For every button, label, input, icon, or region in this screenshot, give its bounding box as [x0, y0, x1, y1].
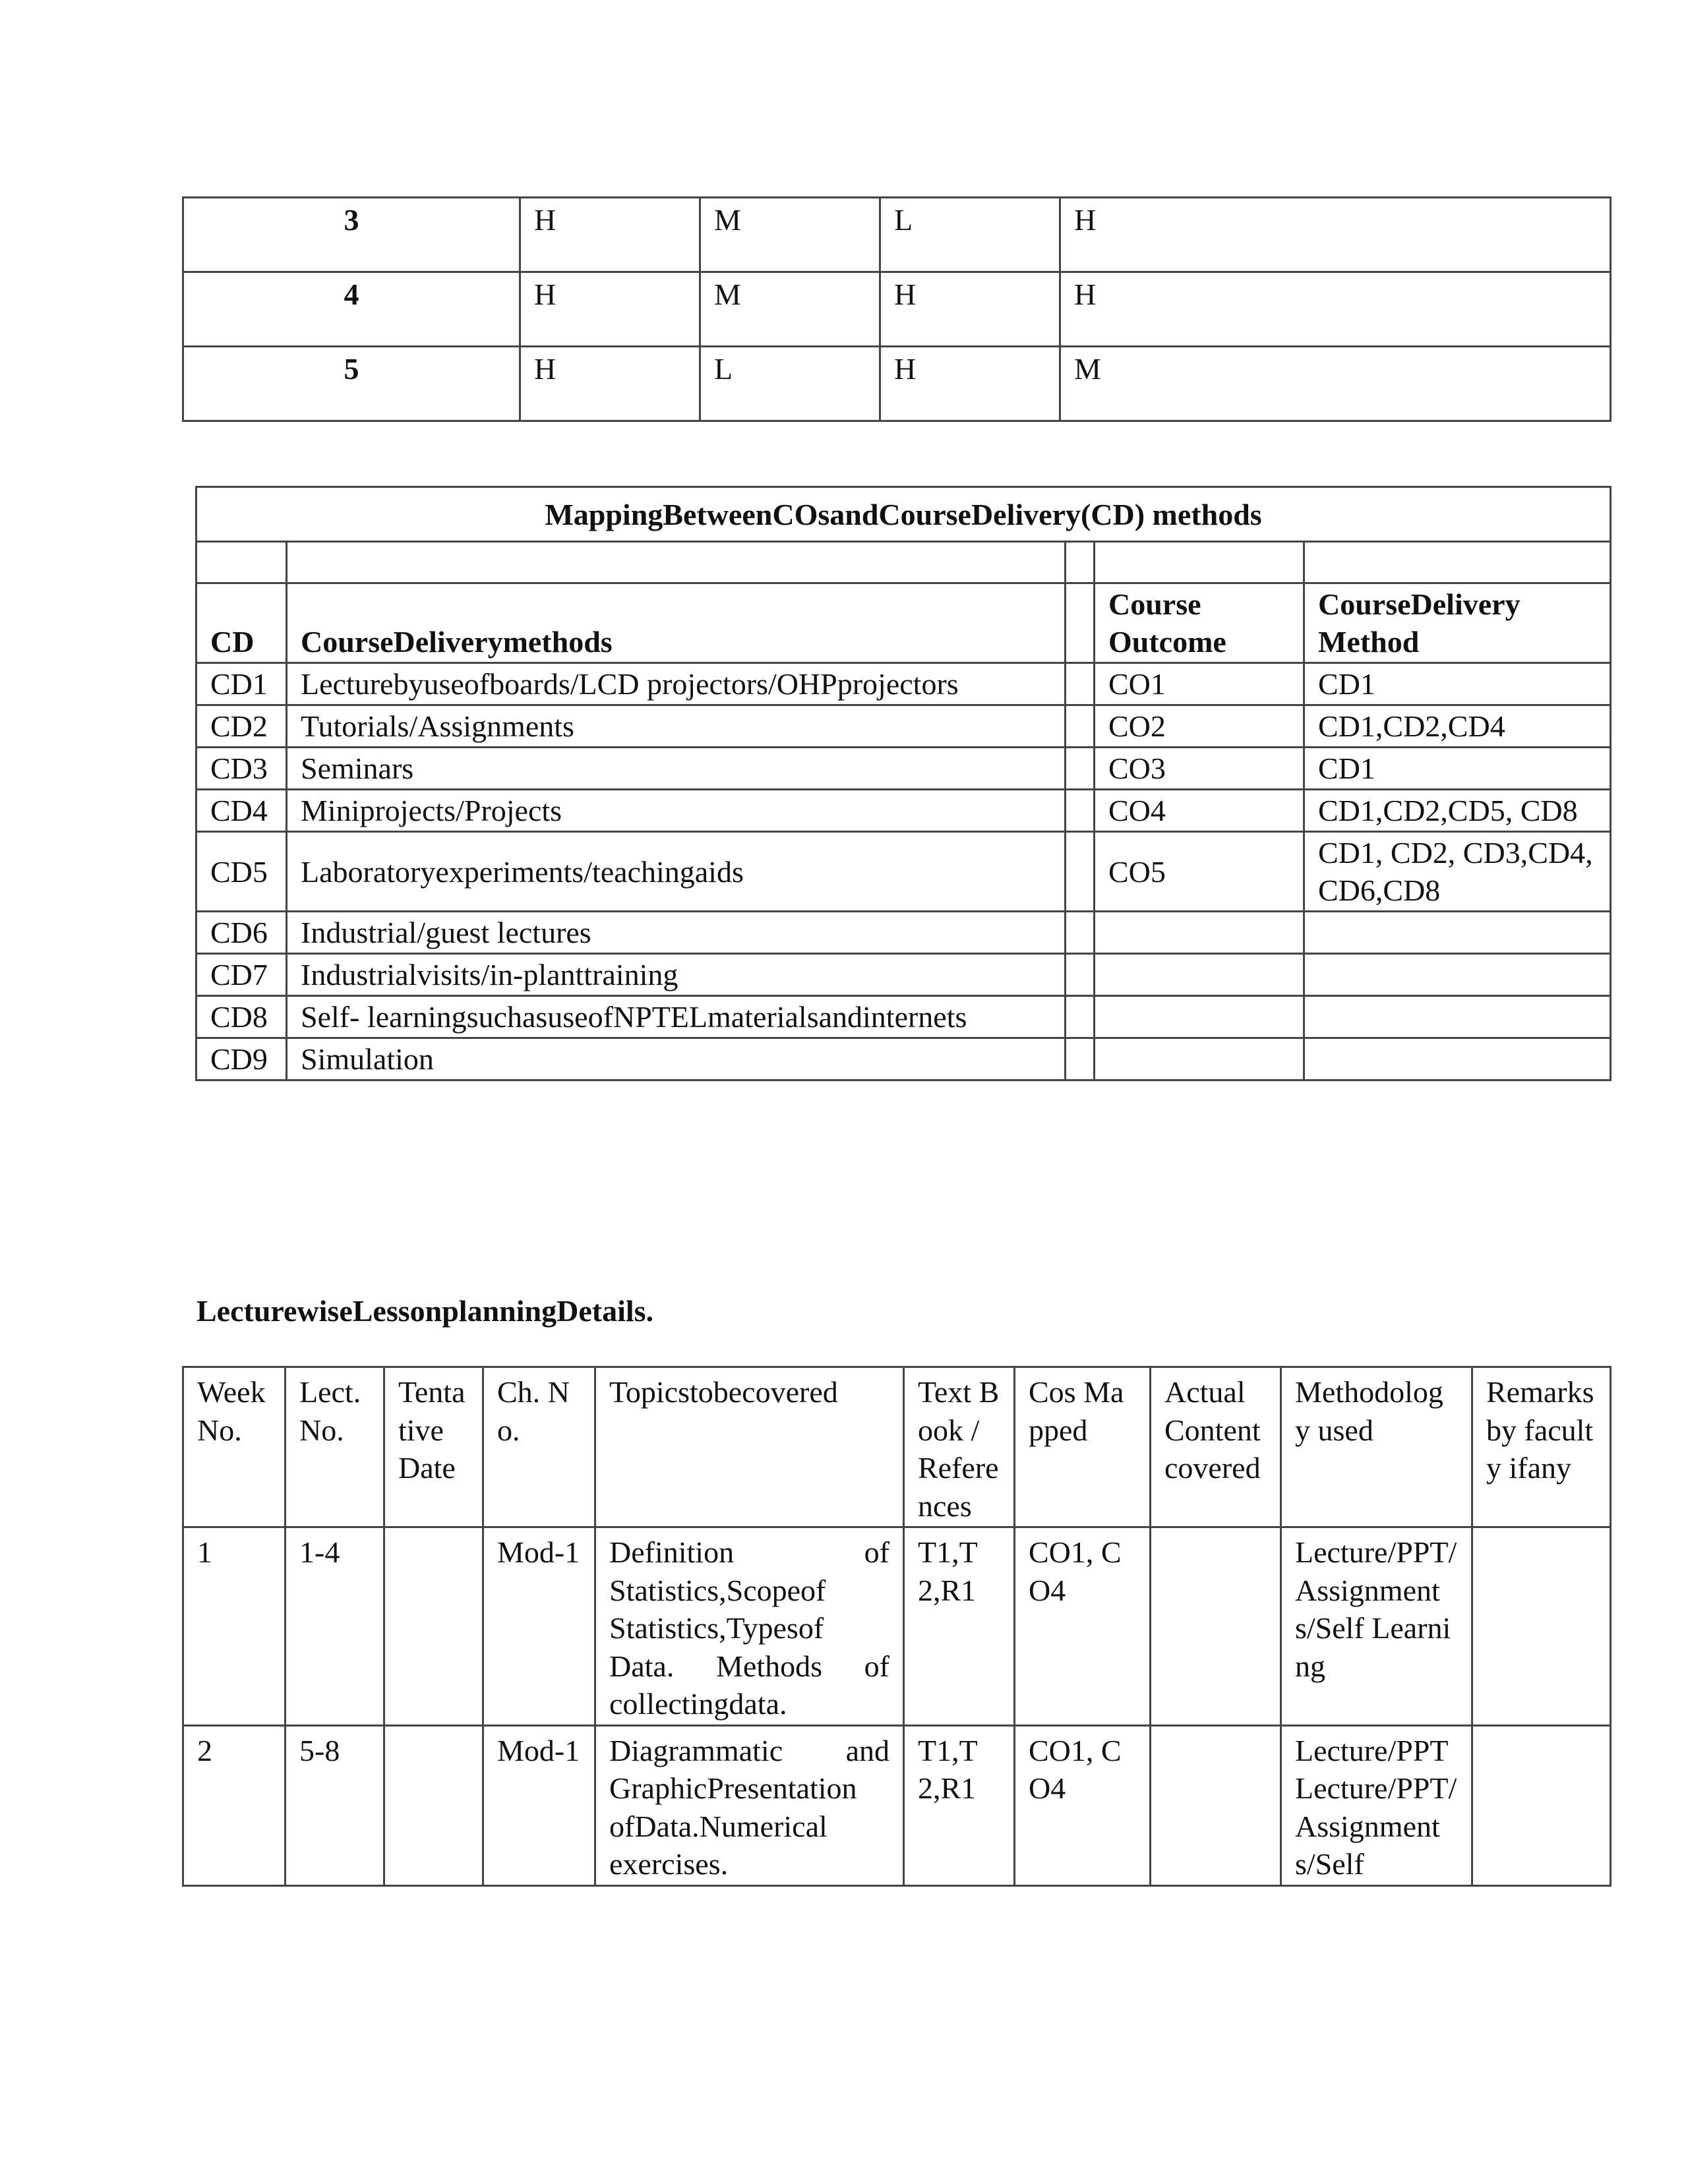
column-header: Methodology used: [1281, 1367, 1472, 1527]
mapping-cell: H: [520, 198, 700, 272]
column-header: CD: [196, 583, 287, 663]
delivery-method: CD1,CD2,CD5, CD8: [1304, 790, 1611, 832]
column-header: Tentative Date: [384, 1367, 483, 1527]
course-outcome: CO3: [1095, 748, 1304, 790]
table-row: [183, 347, 1611, 421]
mapping-cell: M: [1060, 347, 1611, 421]
table-title: MappingBetweenCOsandCourseDelivery(CD) methods: [196, 487, 1611, 542]
course-outcome: CO1: [1095, 663, 1304, 705]
mapping-cell: M: [700, 198, 880, 272]
cd-code: CD8: [196, 996, 287, 1038]
column-header: Actual Content covered: [1151, 1367, 1281, 1527]
mapping-cell: H: [880, 347, 1060, 421]
date-cell: [384, 1725, 483, 1885]
chapter-cell: Mod-1: [483, 1725, 595, 1885]
course-delivery-table: [195, 486, 1612, 1081]
cd-code: CD3: [196, 748, 287, 790]
table-row: [183, 1725, 1611, 1885]
spacer-row: [196, 542, 1611, 583]
mapping-cell: H: [880, 272, 1060, 347]
course-outcome: [1095, 1038, 1304, 1080]
lecture-cell: 5-8: [286, 1725, 384, 1885]
delivery-method: CD1: [1304, 663, 1611, 705]
table-row: [183, 198, 1611, 272]
cos-cell: CO1, CO4: [1015, 1527, 1151, 1726]
mapping-cell: H: [520, 272, 700, 347]
section-heading: LecturewiseLessonplanningDetails.: [196, 1294, 654, 1328]
topics-cell: Diagrammatic and GraphicPresentation ofData.Numerical exercises.: [595, 1725, 904, 1885]
cd-method: Industrialvisits/in-planttraining: [287, 954, 1066, 996]
co-po-mapping-table: [182, 196, 1612, 422]
table-row: [183, 1527, 1611, 1726]
topics-cell: Definition of Statistics,Scopeof Statistics,Typesof Data. Methods of collectingdata.: [595, 1527, 904, 1726]
header-row: [196, 583, 1611, 663]
column-header: Remarksby faculty ifany: [1472, 1367, 1611, 1527]
delivery-method: CD1, CD2, CD3,CD4, CD6,CD8: [1304, 832, 1611, 912]
cd-method: Self- learningsuchasuseofNPTELmaterialsandinternets: [287, 996, 1066, 1038]
cd-method: Tutorials/Assignments: [287, 705, 1066, 748]
co-number: 5: [183, 347, 520, 421]
delivery-method: CD1: [1304, 748, 1611, 790]
cd-method: Industrial/guest lectures: [287, 912, 1066, 954]
table-row: [196, 663, 1611, 705]
delivery-method: [1304, 996, 1611, 1038]
table-row: [196, 954, 1611, 996]
textbook-cell: T1,T2,R1: [904, 1527, 1015, 1726]
remarks-cell: [1472, 1725, 1611, 1885]
table-row: [196, 1038, 1611, 1080]
column-header: Cos Mapped: [1015, 1367, 1151, 1527]
actual-content-cell: [1151, 1725, 1281, 1885]
column-header: CourseDelivery Method: [1304, 583, 1611, 663]
lesson-plan-table: [182, 1366, 1612, 1887]
methodology-cell: Lecture/PPT Lecture/PPT/Assignments/Self: [1281, 1725, 1472, 1885]
column-header: CourseDeliverymethods: [287, 583, 1066, 663]
table-row: [196, 912, 1611, 954]
cd-code: CD9: [196, 1038, 287, 1080]
table-row: [196, 790, 1611, 832]
column-header: Text Book / References: [904, 1367, 1015, 1527]
delivery-method: [1304, 912, 1611, 954]
table-row: [196, 832, 1611, 912]
table-row: [196, 705, 1611, 748]
column-header: Ch. No.: [483, 1367, 595, 1527]
cd-method: Simulation: [287, 1038, 1066, 1080]
mapping-cell: H: [520, 347, 700, 421]
table-row: [196, 996, 1611, 1038]
chapter-cell: Mod-1: [483, 1527, 595, 1726]
delivery-method: CD1,CD2,CD4: [1304, 705, 1611, 748]
methodology-cell: Lecture/PPT/Assignments/Self Learning: [1281, 1527, 1472, 1726]
textbook-cell: T1,T2,R1: [904, 1725, 1015, 1885]
cos-cell: CO1, CO4: [1015, 1725, 1151, 1885]
course-outcome: CO2: [1095, 705, 1304, 748]
cd-method: Lecturebyuseofboards/LCD projectors/OHPprojectors: [287, 663, 1066, 705]
mapping-cell: H: [1060, 272, 1611, 347]
cd-code: CD7: [196, 954, 287, 996]
cd-code: CD4: [196, 790, 287, 832]
mapping-cell: L: [700, 347, 880, 421]
co-number: 3: [183, 198, 520, 272]
cd-code: CD6: [196, 912, 287, 954]
course-outcome: [1095, 954, 1304, 996]
co-number: 4: [183, 272, 520, 347]
column-header: Topicstobecovered: [595, 1367, 904, 1527]
header-row: [183, 1367, 1611, 1527]
remarks-cell: [1472, 1527, 1611, 1726]
week-cell: 2: [183, 1725, 286, 1885]
cd-code: CD2: [196, 705, 287, 748]
course-outcome: CO5: [1095, 832, 1304, 912]
actual-content-cell: [1151, 1527, 1281, 1726]
mapping-cell: L: [880, 198, 1060, 272]
course-outcome: CO4: [1095, 790, 1304, 832]
lecture-cell: 1-4: [286, 1527, 384, 1726]
table-row: [196, 748, 1611, 790]
week-cell: 1: [183, 1527, 286, 1726]
cd-code: CD1: [196, 663, 287, 705]
cd-code: CD5: [196, 832, 287, 912]
delivery-method: [1304, 1038, 1611, 1080]
mapping-cell: H: [1060, 198, 1611, 272]
delivery-method: [1304, 954, 1611, 996]
cd-method: Laboratoryexperiments/teachingaids: [287, 832, 1066, 912]
mapping-cell: M: [700, 272, 880, 347]
column-header: Week No.: [183, 1367, 286, 1527]
course-outcome: [1095, 996, 1304, 1038]
column-header: Course Outcome: [1095, 583, 1304, 663]
cd-method: Seminars: [287, 748, 1066, 790]
table-row: [183, 272, 1611, 347]
course-outcome: [1095, 912, 1304, 954]
column-header: Lect. No.: [286, 1367, 384, 1527]
date-cell: [384, 1527, 483, 1726]
cd-method: Miniprojects/Projects: [287, 790, 1066, 832]
